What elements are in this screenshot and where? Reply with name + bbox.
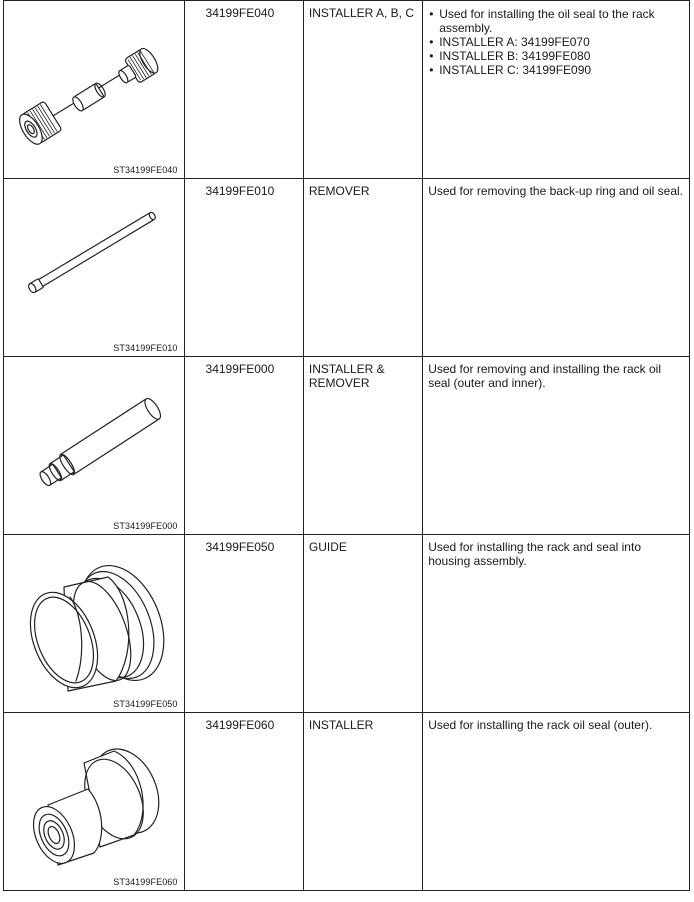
table-row [4,535,690,713]
remover-rod-drawing-icon [4,179,183,356]
installer-drawing-icon [4,713,183,890]
bullet-item: • INSTALLER C: 34199FE090 [428,63,685,77]
table-row [4,357,690,535]
tool-name: INSTALLER & REMOVER [308,362,385,390]
tool-description-cell [423,713,690,891]
tool-number-cell [184,357,303,535]
tool-caption: ST34199FE010 [113,343,178,353]
description-text: Used for removing the back-up ring and oil seal. [428,184,684,198]
tool-name-cell [303,357,422,535]
table-row [4,1,690,179]
tool-name-cell [303,713,422,891]
description-list [428,7,685,77]
bullet-item: • INSTALLER A: 34199FE070 [428,35,685,49]
tool-number-cell [184,1,303,179]
tool-description-cell [423,357,690,535]
tool-illustration-cell [4,1,185,179]
description-text: • Used for installing the oil seal to the rack assembly. [428,7,685,35]
bullet-item: • INSTALLER B: 34199FE080 [428,49,685,63]
tool-number: 34199FE040 [205,6,275,20]
tool-caption: ST34199FE000 [113,521,178,531]
tool-caption: ST34199FE060 [113,877,178,887]
tool-number-cell [184,535,303,713]
tool-illustration-cell [4,179,185,357]
tool-name: INSTALLER [308,718,374,732]
tool-caption: ST34199FE050 [113,699,178,709]
installer-remover-drawing-icon [4,357,183,534]
tool-description-cell [423,1,690,179]
tool-illustration-cell [4,357,185,535]
tool-number-cell [184,713,303,891]
tool-number: 34199FE060 [205,718,275,732]
tool-caption: ST34199FE040 [113,165,178,175]
table-row [4,713,690,891]
description-text: Used for installing the rack and seal into housing assembly. [428,540,641,568]
tool-number: 34199FE000 [205,362,275,376]
tool-illustration-cell [4,713,185,891]
tool-number: 34199FE010 [205,184,275,198]
tool-description-cell [423,535,690,713]
tool-number-cell [184,179,303,357]
tool-name: GUIDE [308,540,347,554]
installer-abc-drawing-icon [4,1,183,178]
table-row [4,179,690,357]
tool-name-cell [303,179,422,357]
tool-number: 34199FE050 [205,540,275,554]
tool-description-cell [423,179,690,357]
tool-name-cell [303,1,422,179]
tool-name: INSTALLER A, B, C [308,6,415,20]
description-text: Used for removing and installing the rack oil seal (outer and inner). [428,362,661,390]
tool-name-cell [303,535,422,713]
special-tools-table [3,0,690,891]
guide-drawing-icon [4,535,183,712]
tool-illustration-cell [4,535,185,713]
tool-name: REMOVER [308,184,370,198]
description-text: Used for installing the rack oil seal (outer). [428,718,653,732]
